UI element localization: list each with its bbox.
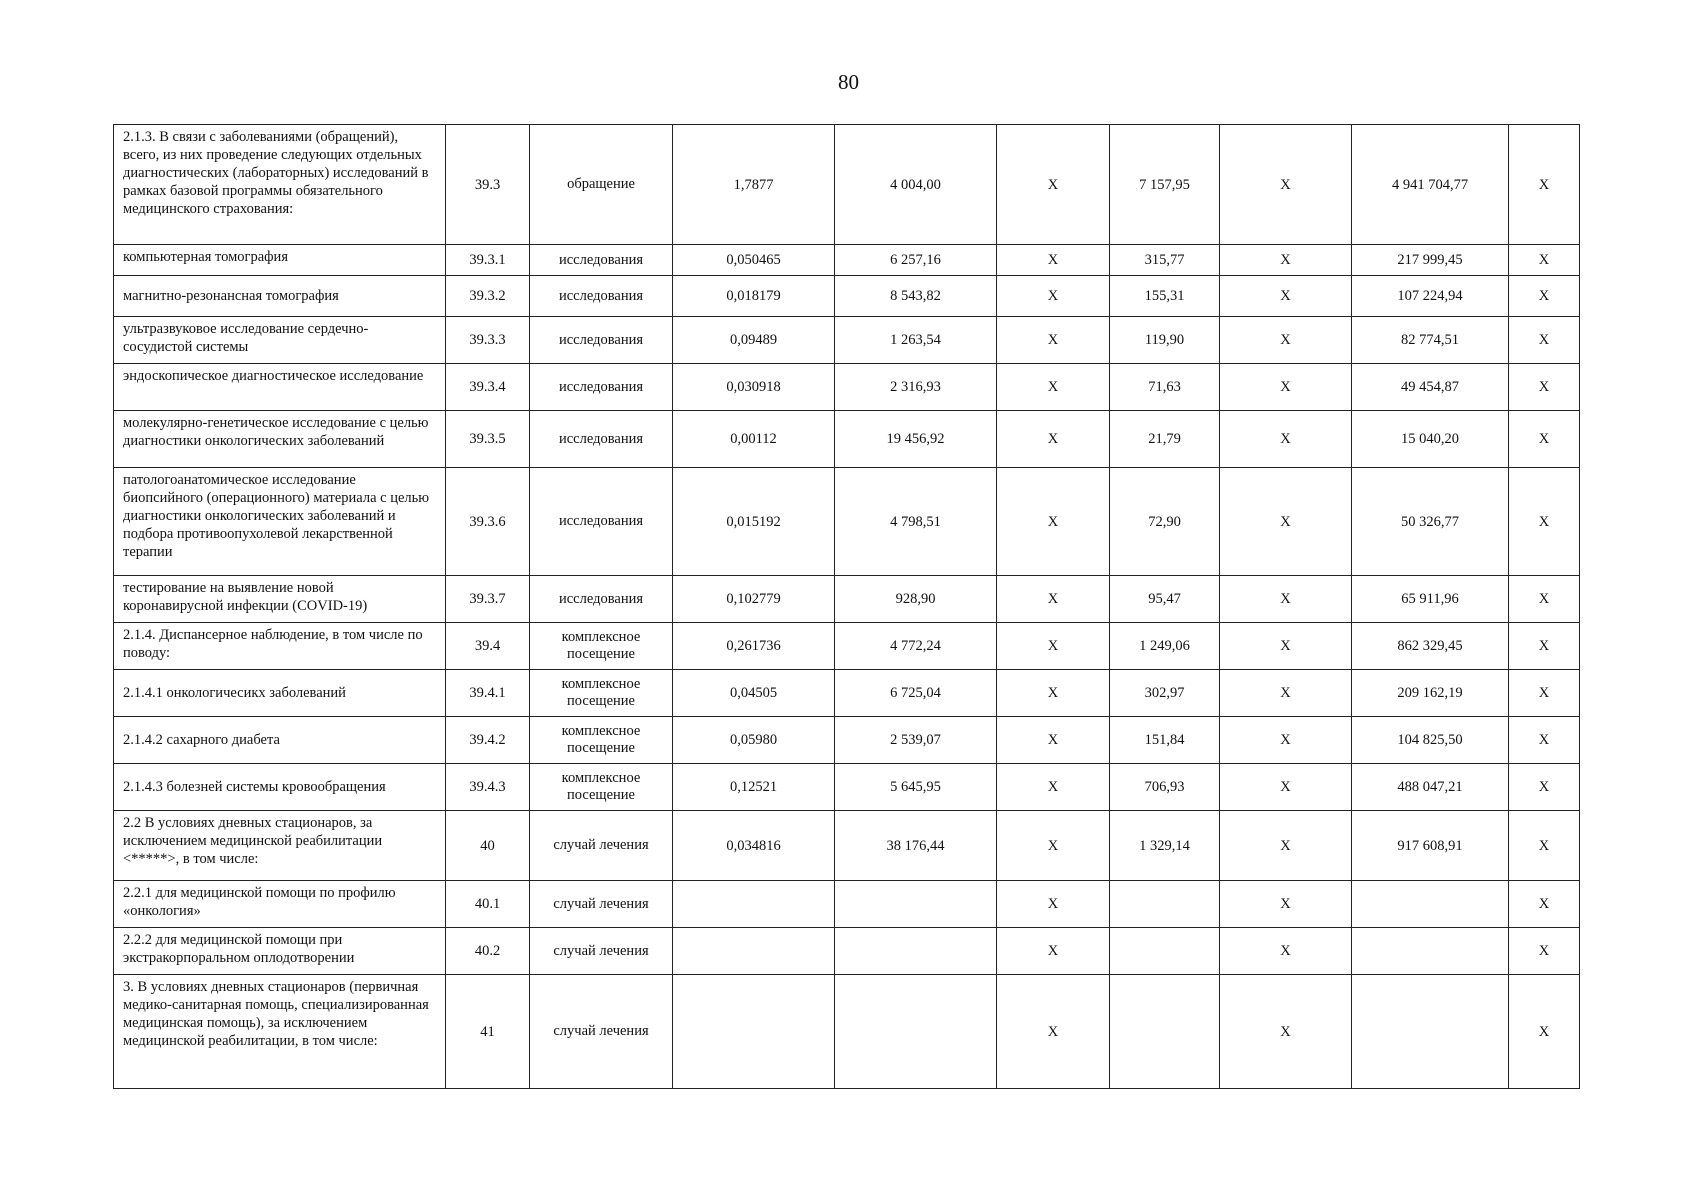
row-col-10: Х: [1509, 670, 1580, 717]
table-body: [114, 125, 1580, 1089]
row-col-6: Х: [997, 881, 1110, 928]
row-code: 39.3: [446, 125, 530, 245]
row-col-8: Х: [1220, 975, 1352, 1089]
row-col-7: 71,63: [1110, 364, 1220, 411]
row-col-7: [1110, 928, 1220, 975]
row-col-9: 82 774,51: [1352, 317, 1509, 364]
row-norm: [673, 881, 835, 928]
row-col-7: 95,47: [1110, 576, 1220, 623]
row-col-7: 72,90: [1110, 468, 1220, 576]
row-col-9: [1352, 881, 1509, 928]
row-col-7: 315,77: [1110, 245, 1220, 276]
row-col-8: Х: [1220, 881, 1352, 928]
row-unit: исследования: [530, 317, 673, 364]
row-col-6: Х: [997, 717, 1110, 764]
row-col-6: Х: [997, 411, 1110, 468]
table-row: [114, 468, 1580, 576]
row-col-9: 15 040,20: [1352, 411, 1509, 468]
row-col-8: Х: [1220, 468, 1352, 576]
row-col-6: Х: [997, 468, 1110, 576]
row-code: 39.3.6: [446, 468, 530, 576]
row-code: 40.1: [446, 881, 530, 928]
row-col-10: Х: [1509, 576, 1580, 623]
row-col-10: Х: [1509, 468, 1580, 576]
table-row: [114, 317, 1580, 364]
row-code: 40.2: [446, 928, 530, 975]
row-name: компьютерная томография: [114, 245, 446, 276]
row-name: 2.1.4. Диспансерное наблюдение, в том числе по поводу:: [114, 623, 446, 670]
row-cost: 4 004,00: [835, 125, 997, 245]
row-col-6: Х: [997, 576, 1110, 623]
row-code: 39.4: [446, 623, 530, 670]
row-unit: случай лечения: [530, 975, 673, 1089]
row-col-8: Х: [1220, 811, 1352, 881]
row-name: 2.1.4.1 онкологичесикх заболеваний: [114, 670, 446, 717]
table-row: [114, 623, 1580, 670]
row-col-9: 49 454,87: [1352, 364, 1509, 411]
row-col-9: 107 224,94: [1352, 276, 1509, 317]
row-col-7: 7 157,95: [1110, 125, 1220, 245]
row-norm: 0,018179: [673, 276, 835, 317]
row-code: 39.3.1: [446, 245, 530, 276]
row-col-8: Х: [1220, 245, 1352, 276]
table-row: [114, 717, 1580, 764]
row-col-10: Х: [1509, 125, 1580, 245]
row-col-9: 209 162,19: [1352, 670, 1509, 717]
row-col-7: 1 249,06: [1110, 623, 1220, 670]
row-col-8: Х: [1220, 623, 1352, 670]
row-norm: 0,00112: [673, 411, 835, 468]
row-cost: [835, 881, 997, 928]
row-col-10: Х: [1509, 717, 1580, 764]
row-code: 39.4.1: [446, 670, 530, 717]
row-norm: 0,12521: [673, 764, 835, 811]
row-col-7: [1110, 881, 1220, 928]
row-code: 39.3.3: [446, 317, 530, 364]
row-name: эндоскопическое диагностическое исследование: [114, 364, 446, 411]
row-col-6: Х: [997, 764, 1110, 811]
row-cost: 19 456,92: [835, 411, 997, 468]
row-col-7: 302,97: [1110, 670, 1220, 717]
row-col-6: Х: [997, 670, 1110, 717]
row-col-10: Х: [1509, 928, 1580, 975]
row-col-10: Х: [1509, 764, 1580, 811]
row-unit: комплексное посещение: [530, 717, 673, 764]
row-col-9: 4 941 704,77: [1352, 125, 1509, 245]
row-col-6: Х: [997, 245, 1110, 276]
row-code: 39.4.3: [446, 764, 530, 811]
row-col-10: Х: [1509, 975, 1580, 1089]
row-col-6: Х: [997, 276, 1110, 317]
row-name: ультразвуковое исследование сердечно-сосудистой системы: [114, 317, 446, 364]
table-row: [114, 245, 1580, 276]
row-col-7: 1 329,14: [1110, 811, 1220, 881]
table-row: [114, 670, 1580, 717]
row-norm: 0,04505: [673, 670, 835, 717]
row-name: магнитно-резонансная томография: [114, 276, 446, 317]
row-col-8: Х: [1220, 317, 1352, 364]
row-cost: 38 176,44: [835, 811, 997, 881]
row-code: 39.3.5: [446, 411, 530, 468]
row-col-10: Х: [1509, 317, 1580, 364]
row-unit: случай лечения: [530, 928, 673, 975]
row-cost: 2 316,93: [835, 364, 997, 411]
row-unit: исследования: [530, 411, 673, 468]
row-col-8: Х: [1220, 276, 1352, 317]
row-unit: исследования: [530, 576, 673, 623]
table-row: [114, 881, 1580, 928]
row-code: 39.3.4: [446, 364, 530, 411]
row-cost: 5 645,95: [835, 764, 997, 811]
row-col-8: Х: [1220, 411, 1352, 468]
row-name: 2.2.2 для медицинской помощи при экстракорпоральном оплодотворении: [114, 928, 446, 975]
row-name: молекулярно-генетическое исследование с целью диагностики онкологических заболеваний: [114, 411, 446, 468]
row-unit: комплексное посещение: [530, 623, 673, 670]
row-col-8: Х: [1220, 764, 1352, 811]
table-row: [114, 276, 1580, 317]
row-col-6: Х: [997, 623, 1110, 670]
row-col-9: 217 999,45: [1352, 245, 1509, 276]
row-cost: 8 543,82: [835, 276, 997, 317]
row-col-6: Х: [997, 364, 1110, 411]
row-norm: 0,050465: [673, 245, 835, 276]
table-row: [114, 764, 1580, 811]
row-col-9: 65 911,96: [1352, 576, 1509, 623]
row-cost: 6 257,16: [835, 245, 997, 276]
row-unit: комплексное посещение: [530, 670, 673, 717]
table-row: [114, 364, 1580, 411]
row-col-10: Х: [1509, 364, 1580, 411]
row-norm: 0,034816: [673, 811, 835, 881]
row-norm: [673, 975, 835, 1089]
table-row: [114, 411, 1580, 468]
row-name: 2.2.1 для медицинской помощи по профилю «онкология»: [114, 881, 446, 928]
table-row: [114, 811, 1580, 881]
row-cost: [835, 975, 997, 1089]
row-cost: 2 539,07: [835, 717, 997, 764]
row-col-10: Х: [1509, 623, 1580, 670]
row-col-6: Х: [997, 125, 1110, 245]
table-row: [114, 125, 1580, 245]
row-name: 2.1.4.2 сахарного диабета: [114, 717, 446, 764]
row-norm: 0,102779: [673, 576, 835, 623]
row-unit: исследования: [530, 245, 673, 276]
table-row: [114, 975, 1580, 1089]
row-unit: комплексное посещение: [530, 764, 673, 811]
row-code: 39.3.7: [446, 576, 530, 623]
row-col-9: [1352, 975, 1509, 1089]
row-col-10: Х: [1509, 881, 1580, 928]
row-name: 2.1.4.3 болезней системы кровообращения: [114, 764, 446, 811]
row-norm: 0,261736: [673, 623, 835, 670]
page-number: 80: [838, 70, 859, 94]
row-norm: 0,05980: [673, 717, 835, 764]
row-col-10: Х: [1509, 411, 1580, 468]
row-cost: 4 772,24: [835, 623, 997, 670]
row-norm: 0,09489: [673, 317, 835, 364]
row-norm: 0,015192: [673, 468, 835, 576]
row-col-9: 862 329,45: [1352, 623, 1509, 670]
row-col-10: Х: [1509, 811, 1580, 881]
row-unit: случай лечения: [530, 881, 673, 928]
row-col-7: 21,79: [1110, 411, 1220, 468]
row-code: 39.3.2: [446, 276, 530, 317]
row-col-9: [1352, 928, 1509, 975]
row-cost: [835, 928, 997, 975]
row-col-10: Х: [1509, 245, 1580, 276]
row-col-8: Х: [1220, 364, 1352, 411]
table-row: [114, 928, 1580, 975]
row-unit: случай лечения: [530, 811, 673, 881]
row-cost: 4 798,51: [835, 468, 997, 576]
row-col-8: Х: [1220, 125, 1352, 245]
row-col-6: Х: [997, 811, 1110, 881]
row-code: 39.4.2: [446, 717, 530, 764]
row-name: патологоанатомическое исследование биопсийного (операционного) материала с целью диагностики онкологических заболеваний и подбора противоопухолевой лекарственной терапии: [114, 468, 446, 576]
row-cost: 6 725,04: [835, 670, 997, 717]
row-unit: исследования: [530, 468, 673, 576]
row-unit: обращение: [530, 125, 673, 245]
row-col-9: 50 326,77: [1352, 468, 1509, 576]
row-name: 2.2 В условиях дневных стационаров, за исключением медицинской реабилитации <*****>, в том числе:: [114, 811, 446, 881]
row-cost: 1 263,54: [835, 317, 997, 364]
financing-table: [113, 124, 1580, 1089]
row-col-8: Х: [1220, 576, 1352, 623]
row-col-7: [1110, 975, 1220, 1089]
row-name: 3. В условиях дневных стационаров (первичная медико-санитарная помощь, специализированная медицинская помощь), за исключением медицинской реабилитации, в том числе:: [114, 975, 446, 1089]
row-name: тестирование на выявление новой коронавирусной инфекции (COVID-19): [114, 576, 446, 623]
row-unit: исследования: [530, 364, 673, 411]
row-col-9: 917 608,91: [1352, 811, 1509, 881]
row-code: 41: [446, 975, 530, 1089]
row-col-7: 151,84: [1110, 717, 1220, 764]
row-col-6: Х: [997, 928, 1110, 975]
row-col-6: Х: [997, 317, 1110, 364]
row-code: 40: [446, 811, 530, 881]
row-cost: 928,90: [835, 576, 997, 623]
row-unit: исследования: [530, 276, 673, 317]
row-col-6: Х: [997, 975, 1110, 1089]
row-col-7: 706,93: [1110, 764, 1220, 811]
row-norm: 1,7877: [673, 125, 835, 245]
row-name: 2.1.3. В связи с заболеваниями (обращений), всего, из них проведение следующих отдельных диагностических (лабораторных) исследований в рамках базовой программы обязательного медицинского страхования:: [114, 125, 446, 245]
row-col-9: 104 825,50: [1352, 717, 1509, 764]
row-col-8: Х: [1220, 670, 1352, 717]
table-row: [114, 576, 1580, 623]
row-col-8: Х: [1220, 717, 1352, 764]
row-col-9: 488 047,21: [1352, 764, 1509, 811]
row-col-7: 155,31: [1110, 276, 1220, 317]
row-norm: [673, 928, 835, 975]
row-col-8: Х: [1220, 928, 1352, 975]
row-col-10: Х: [1509, 276, 1580, 317]
row-norm: 0,030918: [673, 364, 835, 411]
row-col-7: 119,90: [1110, 317, 1220, 364]
